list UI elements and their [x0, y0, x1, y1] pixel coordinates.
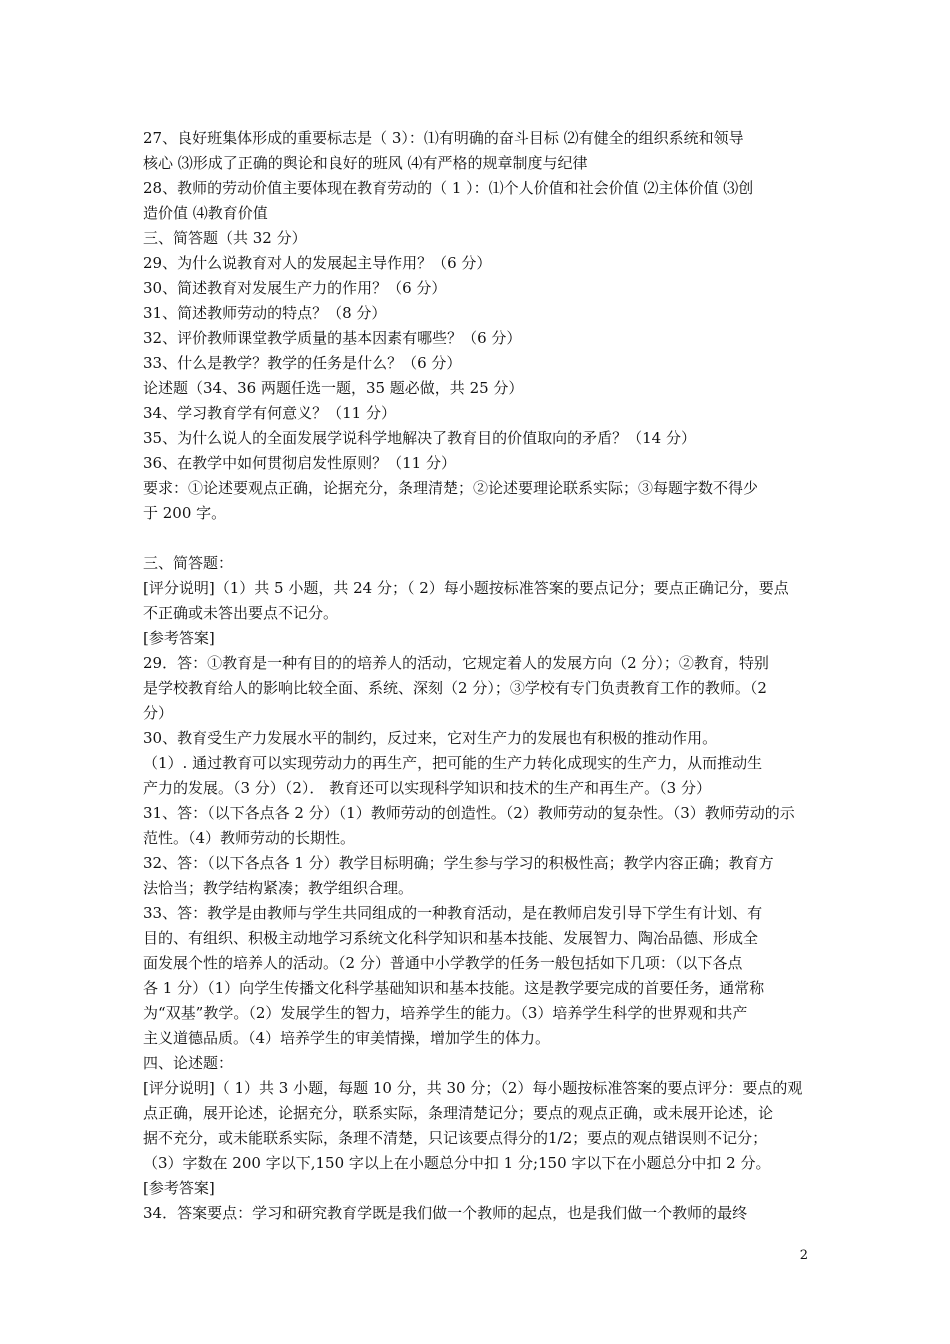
text-line: [参考答案] [143, 1179, 215, 1197]
text-line: 造价值 ⑷教育价值 [143, 204, 268, 222]
text-line: 核心 ⑶形成了正确的舆论和良好的班风 ⑷有严格的规章制度与纪律 [143, 154, 588, 172]
text-line: 四、论述题： [143, 1054, 234, 1072]
text-line: [评分说明]（ 1）共 3 小题，每题 10 分，共 30 分；（2）每小题按标准答案的要点评分：要点的观 [143, 1079, 803, 1097]
text-line: 32、答：（以下各点各 1 分）教学目标明确；学生参与学习的积极性高；教学内容正确；教育方 [143, 854, 774, 872]
text-line: 30、简述教育对发展生产力的作用？（6 分） [143, 279, 447, 297]
text-line: 是学校教育给人的影响比较全面、系统、深刻（2 分）；③学校有专门负责教育工作的教师。（2 [143, 679, 767, 697]
page-number: 2 [799, 1248, 808, 1263]
text-line: 29．答：①教育是一种有目的的培养人的活动，它规定着人的发展方向（2 分）；②教育，特别 [143, 654, 769, 672]
text-line: 34、学习教育学有何意义？（11 分） [143, 404, 396, 422]
text-line: 33、答：教学是由教师与学生共同组成的一种教育活动，是在教师启发引导下学生有计划、有 [143, 904, 763, 922]
text-line: [参考答案] [143, 629, 215, 647]
text-line: 27、良好班集体形成的重要标志是（ 3）：⑴有明确的奋斗目标 ⑵有健全的组织系统和领导 [143, 129, 744, 147]
text-line: 点正确，展开论述，论据充分，联系实际，条理清楚记分；要点的观点正确，或未展开论述，论 [143, 1104, 774, 1122]
text-line: 29、为什么说教育对人的发展起主导作用？（6 分） [143, 254, 492, 272]
text-line: 三、简答题（共 32 分） [143, 229, 307, 247]
text-line: （3）字数在 200 字以下,150 字以上在小题总分中扣 1 分;150 字以下在小题总分中扣 2 分。 [143, 1154, 771, 1172]
text-line: 32、评价教师课堂教学质量的基本因素有哪些？（6 分） [143, 329, 522, 347]
text-line: 35、为什么说人的全面发展学说科学地解决了教育目的价值取向的矛盾？（14 分） [143, 429, 696, 447]
text-line: 面发展个性的培养人的活动。（2 分）普通中小学教学的任务一般包括如下几项：（以下各点 [143, 954, 743, 972]
text-line: 范性。（4）教师劳动的长期性。 [143, 829, 356, 847]
text-line: 33、什么是教学？教学的任务是什么？（6 分） [143, 354, 462, 372]
text-line: 为“双基”教学。（2）发展学生的智力，培养学生的能力。（3）培养学生科学的世界观和共产 [143, 1004, 748, 1022]
text-line: 各 1 分）（1）向学生传播文化科学基础知识和基本技能。这是教学要完成的首要任务，通常称 [143, 979, 765, 997]
text-line: 30、教育受生产力发展水平的制约，反过来，它对生产力的发展也有积极的推动作用。 [143, 729, 718, 747]
text-line: 主义道德品质。（4）培养学生的审美情操，增加学生的体力。 [143, 1029, 551, 1047]
text-line: [评分说明]（1）共 5 小题，共 24 分；（ 2）每小题按标准答案的要点记分；要点正确记分，要点 [143, 579, 789, 597]
blank-line [143, 526, 807, 551]
text-line: 不正确或未答出要点不记分。 [143, 604, 339, 622]
text-line: 据不充分，或未能联系实际，条理不清楚，只记该要点得分的1/2；要点的观点错误则不记分； [143, 1129, 768, 1147]
text-line: 要求：①论述要观点正确，论据充分，条理清楚；②论述要理论联系实际；③每题字数不得少 [143, 479, 759, 497]
text-line: 34．答案要点：学习和研究教育学既是我们做一个教师的起点，也是我们做一个教师的最终 [143, 1204, 748, 1222]
text-line: 三、简答题： [143, 554, 234, 572]
text-line: 分） [143, 704, 174, 722]
text-line: 于 200 字。 [143, 504, 227, 522]
text-line: 28、教师的劳动价值主要体现在教育劳动的（ 1 ）：⑴个人价值和社会价值 ⑵主体价值 ⑶创 [143, 179, 754, 197]
text-line: 36、在教学中如何贯彻启发性原则？（11 分） [143, 454, 456, 472]
document-body [143, 126, 807, 1226]
text-line: 目的、有组织、积极主动地学习系统文化科学知识和基本技能、发展智力、陶冶品德、形成全 [143, 929, 759, 947]
text-line: 法恰当；教学结构紧凑；教学组织合理。 [143, 879, 414, 897]
text-line: 论述题（34、36 两题任选一题，35 题必做，共 25 分） [143, 379, 524, 397]
text-line: 31、答：（以下各点各 2 分）（1）教师劳动的创造性。（2）教师劳动的复杂性。（3）教师劳动的示 [143, 804, 795, 822]
text-line: （1）. 通过教育可以实现劳动力的再生产，把可能的生产力转化成现实的生产力，从而推动生 [143, 754, 763, 772]
text-line: 产力的发展。（3 分）（2）． 教育还可以实现科学知识和技术的生产和再生产。（3 分） [143, 779, 711, 797]
text-line: 31、简述教师劳动的特点？（8 分） [143, 304, 387, 322]
